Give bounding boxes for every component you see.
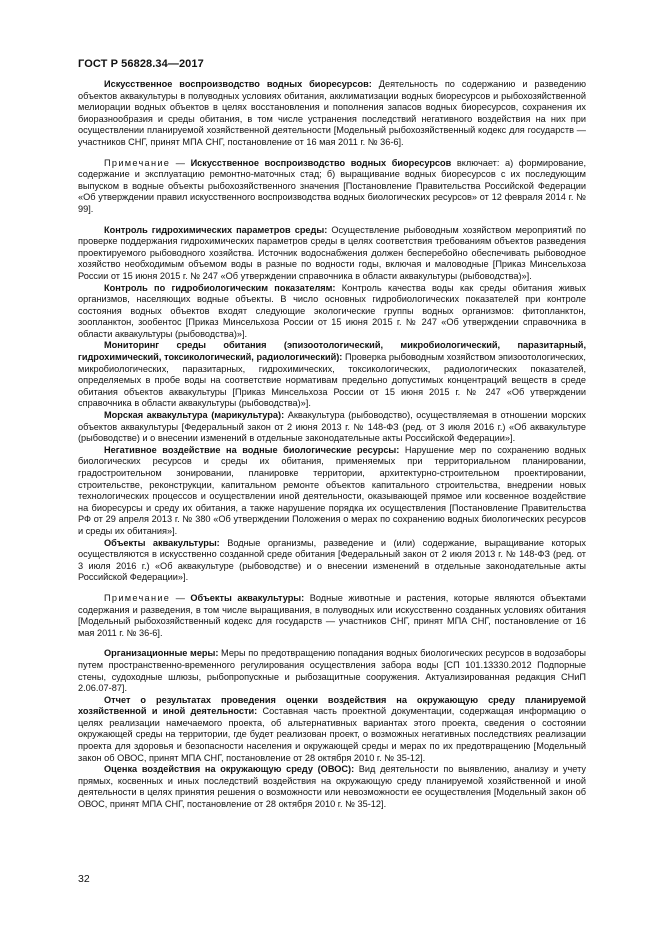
note-paragraph: [78, 158, 586, 216]
term-title: Морская аквакультура (марикультура):: [104, 410, 285, 421]
term-definition: Аквакультура (рыбоводство), осуществляемая в отношении морских объектов аквакультуры [Федеральный закон от 2 июня 2013 г. № 148-ФЗ (ред. от 3 июля 2016 г.) «Об аквакультуре (рыбоводстве) и о внесении изменений в отдельные законодательные акты Российской Федерации»].: [78, 410, 586, 444]
term-definition: Водные организмы, разведение и (или) содержание, выращивание которых осуществляются в искусственно созданной среде обитания [Федеральный закон от 2 июля 2013 г. № 148-ФЗ (ред. от 3 июля 2016 г.) «Об аквакультуре (рыбоводстве) и о внесении изменений в отдельные законодательные акты Российской Федерации»].: [78, 537, 586, 583]
term-title: Негативное воздействие на водные биологические ресурсы:: [104, 444, 400, 455]
definition-paragraph: [78, 225, 586, 283]
term-definition: Водные животные и растения, которые являются объектами содержания и разведения, в том числе выращивания, в полуводных или искусственно созданных условиях обитания [Модельный рыбохозяйственный кодекс для государств — участников СНГ, принят МПА СНГ, постановление от 16 мая 2011 г. № 36-6].: [78, 592, 586, 638]
term-title: Искусственное воспроизводство водных биоресурсов:: [104, 79, 372, 89]
definition-paragraph: [78, 340, 586, 410]
term-title: Контроль по гидробиологическим показателям:: [104, 282, 336, 293]
note-paragraph: [78, 593, 586, 639]
note-label: Примечание: [104, 592, 171, 603]
definitions-content: [78, 79, 586, 811]
note-dash: —: [170, 592, 191, 603]
standard-header: ГОСТ Р 56828.34—2017: [78, 58, 204, 70]
definition-paragraph: [78, 695, 586, 765]
term-title: Объекты аквакультуры:: [104, 537, 220, 548]
term-definition: Составная часть проектной документации, содержащая информацию о целях реализации намечаемого проекта, об альтернативных вариантах этого проекта, сведения о состоянии окружающей среды на территории, где будет реализован проект, о возможных негативных последствиях реализации проекта для здоровья и безопасности населения и окружающей среды и мерах по их предотвращению [Модельный закон об ОВОС, принят МПА СНГ, постановление от 28 октября 2010 г. № 35-12].: [78, 706, 586, 763]
definition-paragraph: [78, 445, 586, 538]
term-definition: Контроль качества воды как среды обитания живых организмов, населяющих водные объекты. В число основных гидробиологических показателей при контроле состояния водных объектов входят следующие экологические группы водных организмов: фитопланктон, зоопланктон, зообентос [Приказ Минсельхоза России от 15 июня 2015 г. № 247 «Об утверждении справочника в области аквакультуры (рыбоводства)»].: [78, 282, 586, 339]
term-title: Контроль гидрохимических параметров среды:: [104, 224, 328, 235]
note-dash: —: [170, 157, 191, 168]
term-title: Организационные меры:: [104, 648, 219, 659]
term-definition: Вид деятельности по выявлению, анализу и учету прямых, косвенных и иных последствий воздействия на окружающую среду планируемой хозяйственной и иной деятельности в целях принятия решения о возможности или невозможности ее осуществления [Модельный закон об ОВОС, принят МПА СНГ, постановление от 28 октября 2010 г. № 35-12].: [78, 764, 586, 810]
term-definition: Меры по предотвращению попадания водных биологических ресурсов в водозаборы путем пространственно-временного регулирования осуществления забора воды [СП 101.13330.2012 Подпорные стены, судоходные шлюзы, рыбопропускные и рыбозащитные сооружения. Актуализированная редакция СНиП 2.06.07-87].: [78, 648, 587, 694]
term-title: Объекты аквакультуры:: [190, 592, 305, 603]
definition-paragraph: [78, 764, 586, 810]
term-title: Оценка воздействия на окружающую среду (ОВОС):: [104, 764, 355, 775]
definition-paragraph: [78, 538, 586, 584]
page-number: 32: [78, 873, 90, 885]
definition-paragraph: [78, 410, 586, 445]
term-definition: Деятельность по содержанию и разведению объектов аквакультуры в полуводных условиях обитания, акклиматизации водных биоресурсов и рыбохозяйственной мелиорации водных объектов в целях восстановления и пополнения запасов водных биоресурсов, сохранения их биоразнообразия и среды обитания, в том числе устранения последствий негативного воздействия на них при осуществлении планируемой хозяйственной деятельности [Модельный рыбохозяйственный кодекс для государств — участников СНГ, принят МПА СНГ, постановление от 16 мая 2011 г. № 36-6].: [78, 79, 586, 147]
term-title: Мониторинг среды обитания (эпизоотологический, микробиологический, паразитарный, гидрохимический, токсикологический, радиологический):: [78, 340, 586, 363]
definition-paragraph: [78, 283, 586, 341]
term-definition: Проверка рыбоводным хозяйством эпизоотологических, микробиологических, паразитарных, гидрохимических, токсикологических, радиологических показателей, определяемых в пробе воды на соответствие нормативам предельно допустимых концентраций веществ в среде обитания объектов аквакультуры [Приказ Минсельхоза России от 15 июня 2015 г. № 247 «Об утверждении справочника в области аквакультуры (рыбоводства)»].: [78, 352, 586, 409]
term-definition: включает: а) формирование, содержание и эксплуатацию ремонтно-маточных стад; б) выращивание водных биоресурсов с их последующим выпуском в водные объекты рыбохозяйственного значения [Постановление Правительства Российской Федерации «Об утверждении правил искусственного воспроизводства водных биологических ресурсов» от 12 февраля 2014 г. № 99].: [78, 157, 586, 214]
note-label: Примечание: [104, 157, 171, 168]
definition-paragraph: [78, 79, 586, 149]
definition-paragraph: [78, 648, 586, 694]
term-definition: Нарушение мер по сохранению водных биологических ресурсов и среды их обитания, применяемых при территориальном планировании, градостроительном зонировании, планировке территории, архитектурно-строительном проектировании, строительстве, реконструкции, капитальном ремонте объектов капитального строительства, внедрении новых технологических процессов и осуществлении иной деятельности, оказывающей прямое или косвенное воздействие на биоресурсы и среду их обитания, а также нарушение порядка их осуществления [Постановление Правительства РФ от 29 апреля 2013 г. № 380 «Об утверждении Положения о мерах по сохранению водных биологических ресурсов и среды их обитания»].: [78, 444, 586, 536]
term-title: Отчет о результатах проведения оценки воздействия на окружающую среду планируемой хозяйственной и иной деятельности:: [78, 694, 586, 717]
term-definition: Осуществление рыбоводным хозяйством мероприятий по проверке поддержания гидрохимических параметров среды в целях соответствия требованиям объектов разведения проектируемого рыбоводного хозяйства. Источник водоснабжения должен бесперебойно обеспечивать рыбоводное хозяйство необходимым объемом воды в разные по водности годы, включая и маловодные [Приказ Минсельхоза России от 15 июня 2015 г. № 247 «Об утверждении справочника в области аквакультуры (рыбоводства)»].: [78, 224, 586, 281]
term-title: Искусственное воспроизводство водных биоресурсов: [190, 157, 452, 168]
